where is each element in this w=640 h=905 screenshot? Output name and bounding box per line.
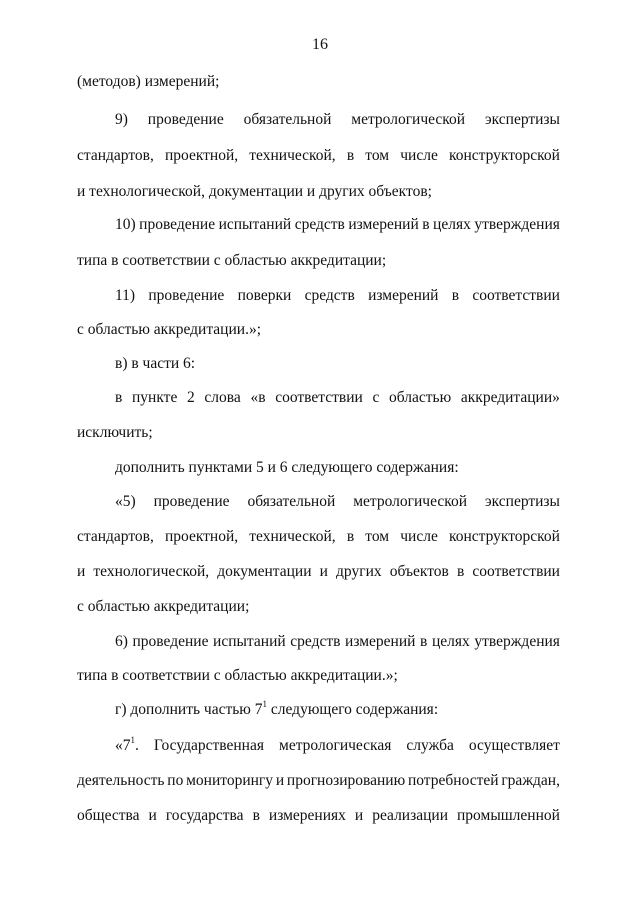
word: граждан, (501, 772, 560, 789)
word: слова (204, 389, 241, 406)
text-line (115, 736, 560, 756)
word: технологической, (93, 563, 210, 580)
word: соответствии (275, 389, 363, 406)
text-line (115, 110, 560, 130)
word: «$7^1$. (115, 735, 139, 754)
word: поверки (237, 287, 292, 304)
word: «5) (115, 493, 136, 510)
word: деятельность (77, 772, 165, 789)
word: в (451, 287, 460, 304)
word: проектной, (164, 147, 239, 164)
word: технической, (249, 147, 336, 164)
superscript: 1 (130, 735, 135, 745)
text-line (77, 806, 560, 826)
word: испытаний (218, 216, 292, 233)
word: измерений (345, 633, 416, 650)
word: экспертизы (484, 111, 560, 128)
word: по (167, 772, 184, 789)
word: целях (433, 216, 471, 233)
word: обязательной (243, 111, 332, 128)
word: и (148, 807, 157, 824)
text-line: в) в части 6: (115, 355, 196, 372)
word: экспертизы (484, 493, 560, 510)
text-line (115, 632, 560, 652)
word: и (354, 807, 364, 824)
word: в (420, 633, 428, 650)
word: в (346, 147, 355, 164)
word: числе (400, 528, 438, 545)
word: конструкторской (448, 528, 560, 545)
word: в (346, 528, 355, 545)
word: измерений (368, 287, 439, 304)
word: 10) (115, 216, 136, 233)
text-line: с областью аккредитации; (77, 598, 250, 615)
text-line: г) дополнить частью $7^1$ следующего содержания: (115, 699, 439, 718)
word: осуществляет (468, 737, 560, 754)
word: утверждения (474, 633, 560, 650)
word: метрологическая (279, 737, 392, 754)
word: пункте (132, 389, 178, 406)
word: документации (217, 563, 312, 580)
word: том (365, 528, 390, 545)
text-line (115, 492, 560, 512)
text-line (77, 771, 560, 791)
word: аккредитации» (460, 389, 560, 406)
word: средств (304, 287, 355, 304)
word: проведение (139, 216, 216, 233)
text-line: типа в соответствии с областью аккредитации.»; (77, 667, 398, 684)
word: с (372, 389, 380, 406)
word: стандартов, (77, 147, 154, 164)
word: утверждения (474, 216, 560, 233)
text-line: (методов) измерений; (77, 73, 220, 90)
word: соответствии (472, 563, 560, 580)
word: областью (389, 389, 452, 406)
word: целях (431, 633, 470, 650)
word: 11) (115, 287, 136, 304)
text-line (77, 146, 560, 166)
word: средств (290, 633, 341, 650)
word: других (336, 563, 382, 580)
word: проведение (147, 111, 224, 128)
word: государства (165, 807, 244, 824)
word: потребностей (407, 772, 499, 789)
text-line: с областью аккредитации.»; (77, 321, 262, 338)
word: и (275, 772, 285, 789)
word: прогнозированию (286, 772, 406, 789)
word: 6) (115, 633, 128, 650)
word: в (422, 216, 430, 233)
word: Государственная (153, 737, 264, 754)
word: проведение (132, 633, 209, 650)
word: общества (77, 807, 140, 824)
word: в (115, 389, 123, 406)
text-line (115, 286, 560, 306)
word: технической, (249, 528, 336, 545)
word: том (365, 147, 390, 164)
text-line: дополнить пунктами 5 и 6 следующего содержания: (115, 459, 459, 476)
word: в (252, 807, 260, 824)
word: проведение (148, 287, 225, 304)
text-line (77, 527, 560, 547)
word: мониторингу (186, 772, 274, 789)
text-line (115, 215, 560, 235)
word: объектов (389, 563, 449, 580)
word: 2 (187, 389, 195, 406)
word: средств (294, 216, 345, 233)
text-line: и технологической, документации и других объектов; (77, 183, 432, 200)
word: метрологической (351, 111, 466, 128)
word: обязательной (247, 493, 336, 510)
word: и (77, 563, 86, 580)
word: проектной, (164, 528, 239, 545)
word: проведение (153, 493, 230, 510)
word: стандартов, (77, 528, 154, 545)
text-line (115, 388, 560, 408)
text-line: исключить; (77, 424, 153, 441)
word: метрологической (353, 493, 468, 510)
page-number: 16 (312, 36, 328, 53)
word: в (456, 563, 465, 580)
word: испытаний (213, 633, 286, 650)
word: измерений (348, 216, 419, 233)
word: 9) (115, 111, 128, 128)
word: числе (400, 147, 438, 164)
word: промышленной (457, 807, 560, 824)
text-line (77, 562, 560, 582)
superscript: 1 (262, 699, 268, 709)
word: реализации (372, 807, 448, 824)
word: соответствии (472, 287, 560, 304)
text-line: типа в соответствии с областью аккредитации; (77, 252, 387, 269)
word: и (319, 563, 328, 580)
word: конструкторской (448, 147, 560, 164)
word: измерениях (268, 807, 346, 824)
word: «в (250, 389, 266, 406)
word: служба (406, 737, 454, 754)
